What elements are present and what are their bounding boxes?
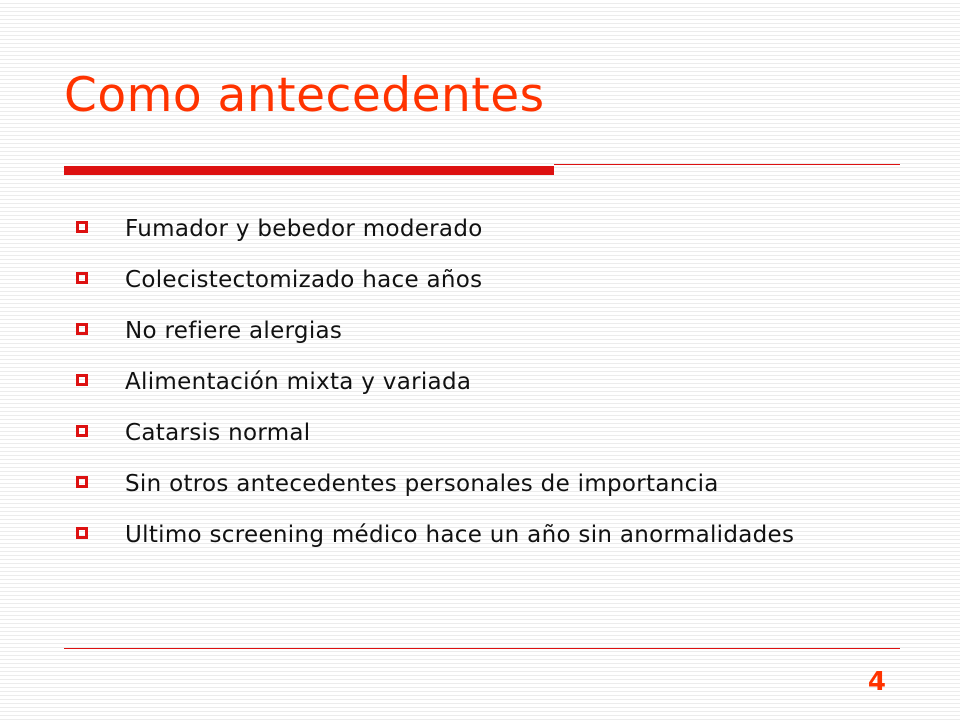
bullet-item: [76, 208, 896, 250]
footer-rule: [64, 648, 900, 649]
hollow-square-icon: [76, 323, 88, 335]
hollow-square-icon: [76, 527, 88, 539]
hollow-square-icon: [76, 221, 88, 233]
page-number: 4: [867, 667, 886, 697]
bullet-item: [76, 310, 896, 352]
hollow-square-icon: [76, 425, 88, 437]
hollow-square-icon: [76, 272, 88, 284]
title-underline-thin: [554, 164, 900, 165]
title-underline-thick: [64, 166, 554, 175]
bullet-item: [76, 259, 896, 301]
slide-title: Como antecedentes: [64, 68, 545, 123]
bullet-text: Alimentación mixta y variada: [125, 369, 472, 395]
bullet-text: Sin otros antecedentes personales de importancia: [125, 471, 719, 497]
bullet-text: Ultimo screening médico hace un año sin anormalidades: [125, 522, 795, 548]
bullet-item: [76, 412, 896, 454]
bullet-item: [76, 463, 896, 505]
bullet-list: [76, 208, 896, 556]
bullet-text: Catarsis normal: [125, 420, 311, 446]
bullet-item: [76, 361, 896, 403]
bullet-text: Fumador y bebedor moderado: [125, 216, 483, 242]
hollow-square-icon: [76, 374, 88, 386]
bullet-text: Colecistectomizado hace años: [125, 267, 483, 293]
hollow-square-icon: [76, 476, 88, 488]
bullet-text: No refiere alergias: [125, 318, 343, 344]
bullet-item: [76, 514, 896, 556]
